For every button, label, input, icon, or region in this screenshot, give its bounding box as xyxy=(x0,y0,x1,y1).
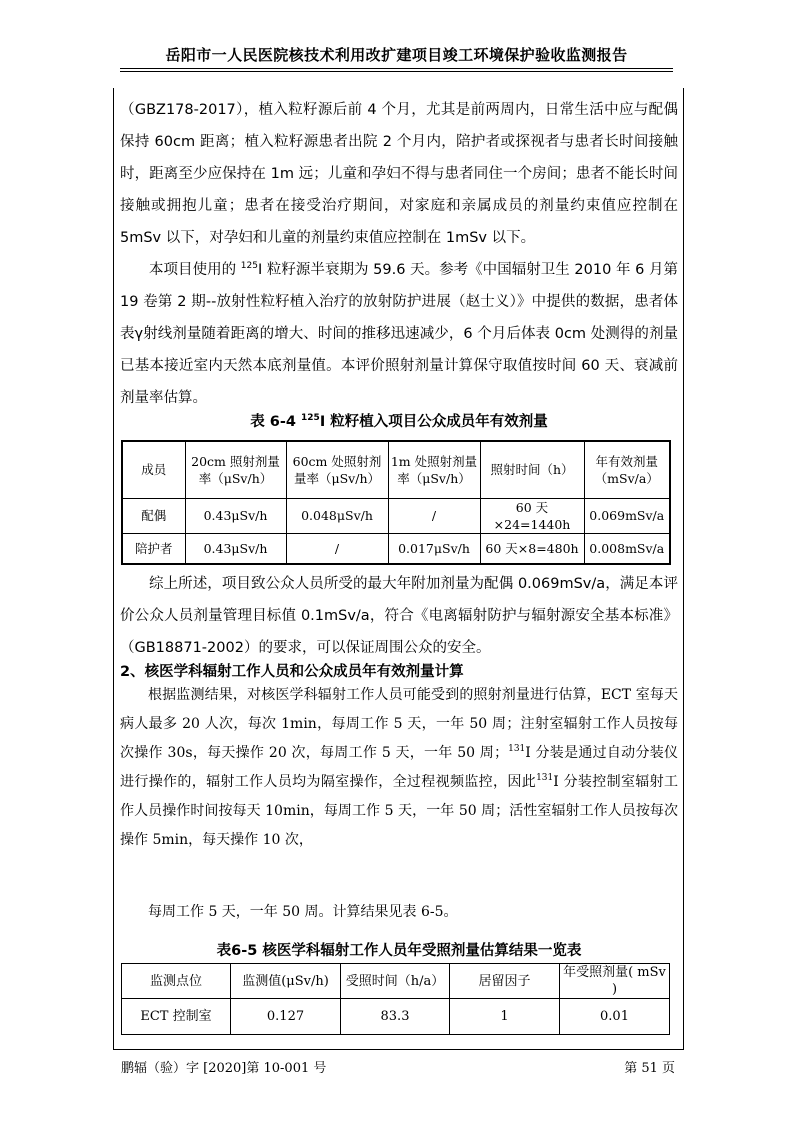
table-header-row xyxy=(122,441,670,498)
paragraph-conclusion: 综上所述，项目致公众人员所受的最大年附加剂量为配偶 0.069mSv/a，满足本评价公众人员剂量管理目标值 0.1mSv/a，符合《电离辐射防护与辐射源安全基本标准》（GB18871-2002）的要求，可以保证周围公众的安全。 xyxy=(120,576,678,656)
paragraph-dose-constraints: （GBZ178-2017），植入粒籽源后前 4 个月，尤其是前两周内，日常生活中应与配偶保持 60cm 距离；植入粒籽源患者出院 2 个月内，陪护者或探视者与患者长时间接触时，距离至少应保持在 1m 远；儿童和孕妇不得与患者同住一个房间；患者不能长时间接触或拥抱儿童；患者在接受治疗期间，对家庭和亲属成员的剂量约束值应控制在 5mSv 以下，对孕妇和儿童的剂量约束值应控制在 1mSv 以下。 xyxy=(120,102,678,246)
table-cell: ECT 控制室 xyxy=(122,999,231,1035)
table-cell: 1 xyxy=(450,999,560,1035)
table-cell: 60 天×8=480h xyxy=(480,533,584,564)
report-header-title: 岳阳市一人民医院核技术利用改扩建项目竣工环境保护验收监测报告 xyxy=(165,46,628,64)
header-cell: 60cm 处照射剂量率（μSv/h） xyxy=(286,441,388,498)
header-cell: 20cm 照射剂量率（μSv/h） xyxy=(185,441,286,498)
table-cell: 60 天×24=1440h xyxy=(480,498,584,533)
paragraph-work-schedule: 根据监测结果，对核医学科辐射工作人员可能受到的照射剂量进行估算，ECT 室每天病人最多 20 人次，每次 1min，每周工作 5 天，一年 50 周；注射室辐射工作人员按每次操作 30s，每天操作 20 次，每周工作 5 天，一年 50 周；$^{131}$I 分装是通过自动分装仪进行操作的，辐射工作人员均为隔室操作，全过程视频监控，因此$^{131}$I 分装控制室辐射工作人员操作时间按每天 10min，每周工作 5 天，一年 50 周；活性室辐射工作人员按每次操作 5min，每天操作 10 次， xyxy=(120,687,679,848)
paragraph-half-life: 本项目使用的 $^{125}$I 粒籽源半衰期为 59.6 天。参考《中国辐射卫生 2010 年 6 月第 19 卷第 2 期--放射性粒籽植入治疗的放射防护进展（赵士义）》中提供的数据，患者体表γ射线剂量随着距离的增大、时间的推移迅速减少，6 个月后体表 0cm 处测得的剂量已基本接近室内天然本底剂量值。本评价照射剂量计算保守取值按时间 60 天、衰减前剂量率估算。 xyxy=(120,261,678,406)
table-cell: 0.43μSv/h xyxy=(185,533,286,564)
table-cell: 0.008mSv/a xyxy=(584,533,670,564)
table-cell: 陪护者 xyxy=(122,533,185,564)
header-rule-bottom xyxy=(120,71,673,72)
header-cell: 年受照剂量( mSv ) xyxy=(560,964,670,999)
section-heading: 2、核医学科辐射工作人员和公众成员年有效剂量计算 xyxy=(120,664,464,680)
table-cell: / xyxy=(286,533,388,564)
footer-page-number: 第 51 页 xyxy=(624,1061,675,1076)
table-header-row xyxy=(122,964,670,999)
public-dose-table xyxy=(121,440,671,565)
table-cell: 配偶 xyxy=(122,498,185,533)
table-cell: 0.017μSv/h xyxy=(388,533,480,564)
table-6-4-caption: 表 6-4 $^{125}$I 粒籽植入项目公众成员年有效剂量 xyxy=(250,413,548,430)
table-row xyxy=(122,498,670,533)
footer-document-number: 鹏辐（验）字 [2020]第 10-001 号 xyxy=(121,1061,327,1076)
header-cell: 受照时间（h/a） xyxy=(341,964,450,999)
paragraph-work-weeks: 每周工作 5 天，一年 50 周。计算结果见表 6-5。 xyxy=(148,904,458,920)
table-cell: 0.048μSv/h xyxy=(286,498,388,533)
header-rule-top xyxy=(120,68,673,69)
staff-dose-table xyxy=(121,963,670,1035)
header-cell: 1m 处照射剂量率（μSv/h） xyxy=(388,441,480,498)
header-cell: 居留因子 xyxy=(450,964,560,999)
header-cell: 监测值(μSv/h) xyxy=(231,964,341,999)
header-cell: 监测点位 xyxy=(122,964,231,999)
table-6-5-caption: 表6-5 核医学科辐射工作人员年受照剂量估算结果一览表 xyxy=(216,943,582,959)
table-cell: 83.3 xyxy=(341,999,450,1035)
table-row xyxy=(122,533,670,564)
table-cell: 0.43μSv/h xyxy=(185,498,286,533)
header-cell: 成员 xyxy=(122,441,185,498)
table-cell: 0.069mSv/a xyxy=(584,498,670,533)
table-cell: 0.01 xyxy=(560,999,670,1035)
header-cell: 年有效剂量（mSv/a） xyxy=(584,441,670,498)
table-cell: / xyxy=(388,498,480,533)
table-row xyxy=(122,999,670,1035)
table-cell: 0.127 xyxy=(231,999,341,1035)
header-cell: 照射时间（h） xyxy=(480,441,584,498)
